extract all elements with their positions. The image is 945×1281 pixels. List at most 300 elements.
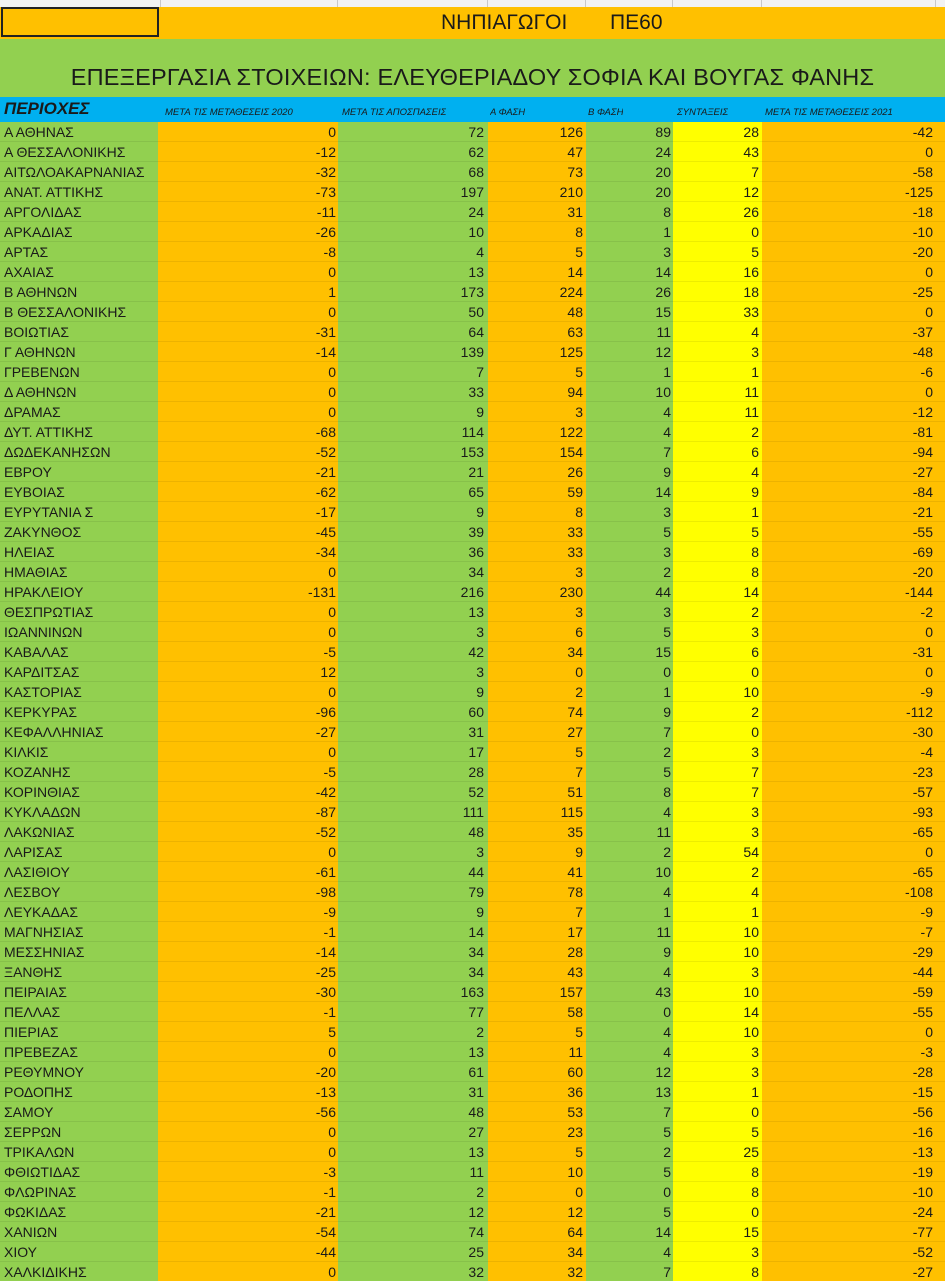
cell-phase-a[interactable]: 26 xyxy=(567,464,583,480)
cell-retirements[interactable]: 0 xyxy=(751,724,759,740)
header-phase-a[interactable]: Α ΦΑΣΗ xyxy=(490,107,526,118)
cell-after-transfers-2020[interactable]: -62 xyxy=(315,484,336,500)
cell-retirements[interactable]: 10 xyxy=(743,984,759,1000)
cell-after-secondments[interactable]: 139 xyxy=(460,344,484,360)
cell-after-transfers-2020[interactable]: -34 xyxy=(315,544,336,560)
cell-retirements[interactable]: 54 xyxy=(743,844,759,860)
cell-retirements[interactable]: 7 xyxy=(751,164,759,180)
cell-after-secondments[interactable]: 153 xyxy=(460,444,484,460)
cell-phase-b[interactable]: 5 xyxy=(663,1204,671,1220)
cell-retirements[interactable]: 6 xyxy=(751,444,759,460)
cell-after-secondments[interactable]: 39 xyxy=(468,524,484,540)
cell-after-secondments[interactable]: 61 xyxy=(468,1064,484,1080)
cell-after-transfers-2021[interactable]: -108 xyxy=(904,884,933,900)
cell-after-transfers-2021[interactable]: -15 xyxy=(912,1084,933,1100)
cell-phase-b[interactable]: 0 xyxy=(663,1004,671,1020)
cell-after-secondments[interactable]: 2 xyxy=(476,1024,484,1040)
cell-after-secondments[interactable]: 9 xyxy=(476,684,484,700)
cell-after-transfers-2021[interactable]: -10 xyxy=(912,224,933,240)
header-after-transfers-2021[interactable]: ΜΕΤΑ ΤΙΣ ΜΕΤΑΘΕΣΕΙΣ 2021 xyxy=(765,107,893,118)
cell-region-name[interactable]: ΦΘΙΩΤΙΔΑΣ xyxy=(4,1164,81,1180)
cell-after-transfers-2021[interactable]: 0 xyxy=(925,144,933,160)
cell-phase-a[interactable]: 73 xyxy=(567,164,583,180)
cell-after-transfers-2021[interactable]: -27 xyxy=(912,1264,933,1280)
cell-after-transfers-2020[interactable]: 5 xyxy=(328,1024,336,1040)
cell-retirements[interactable]: 15 xyxy=(743,1224,759,1240)
cell-region-name[interactable]: ΛΕΣΒΟΥ xyxy=(4,884,61,900)
cell-after-transfers-2021[interactable]: -19 xyxy=(912,1164,933,1180)
cell-phase-a[interactable]: 51 xyxy=(567,784,583,800)
cell-region-name[interactable]: ΔΩΔΕΚΑΝΗΣΩΝ xyxy=(4,444,111,460)
cell-after-transfers-2021[interactable]: -112 xyxy=(906,704,933,720)
cell-phase-b[interactable]: 5 xyxy=(663,1164,671,1180)
cell-after-transfers-2020[interactable]: -52 xyxy=(315,444,336,460)
cell-after-transfers-2020[interactable]: 0 xyxy=(328,1124,336,1140)
cell-after-transfers-2020[interactable]: -56 xyxy=(315,1104,336,1120)
cell-after-secondments[interactable]: 50 xyxy=(468,304,484,320)
cell-after-transfers-2021[interactable]: -29 xyxy=(912,944,933,960)
cell-retirements[interactable]: 7 xyxy=(751,764,759,780)
cell-after-transfers-2021[interactable]: -13 xyxy=(912,1144,933,1160)
cell-retirements[interactable]: 11 xyxy=(744,384,759,400)
cell-phase-b[interactable]: 26 xyxy=(655,284,671,300)
cell-phase-a[interactable]: 10 xyxy=(567,1164,583,1180)
cell-after-secondments[interactable]: 44 xyxy=(468,864,484,880)
cell-region-name[interactable]: ΧΑΝΙΩΝ xyxy=(4,1224,58,1240)
cell-after-transfers-2020[interactable]: -1 xyxy=(323,924,336,940)
cell-after-transfers-2020[interactable]: 0 xyxy=(328,564,336,580)
cell-after-transfers-2021[interactable]: -59 xyxy=(912,984,933,1000)
cell-after-transfers-2020[interactable]: -26 xyxy=(315,224,336,240)
cell-after-secondments[interactable]: 216 xyxy=(460,584,484,600)
cell-region-name[interactable]: ΡΕΘΥΜΝΟΥ xyxy=(4,1064,85,1080)
cell-region-name[interactable]: ΕΥΡΥΤΑΝΙΑ Σ xyxy=(4,504,94,520)
cell-phase-a[interactable]: 224 xyxy=(559,284,583,300)
cell-after-transfers-2021[interactable]: -77 xyxy=(912,1224,933,1240)
cell-phase-b[interactable]: 11 xyxy=(656,824,671,840)
cell-phase-a[interactable]: 12 xyxy=(567,1204,583,1220)
cell-after-transfers-2020[interactable]: -45 xyxy=(315,524,336,540)
cell-after-secondments[interactable]: 13 xyxy=(468,264,484,280)
cell-region-name[interactable]: ΑΙΤΩΛΟΑΚΑΡΝΑΝΙΑΣ xyxy=(4,164,145,180)
cell-after-transfers-2021[interactable]: -3 xyxy=(920,1044,933,1060)
cell-retirements[interactable]: 33 xyxy=(743,304,759,320)
cell-retirements[interactable]: 10 xyxy=(743,1024,759,1040)
cell-after-transfers-2020[interactable]: 0 xyxy=(328,1264,336,1280)
cell-after-transfers-2020[interactable]: -44 xyxy=(315,1244,336,1260)
cell-region-name[interactable]: ΚΥΚΛΑΔΩΝ xyxy=(4,804,81,820)
cell-after-transfers-2021[interactable]: -20 xyxy=(912,244,933,260)
cell-after-transfers-2021[interactable]: 0 xyxy=(925,1024,933,1040)
cell-region-name[interactable]: ΗΛΕΙΑΣ xyxy=(4,544,55,560)
cell-retirements[interactable]: 5 xyxy=(751,524,759,540)
cell-retirements[interactable]: 3 xyxy=(751,824,759,840)
cell-retirements[interactable]: 1 xyxy=(751,1084,759,1100)
cell-after-transfers-2020[interactable]: -20 xyxy=(315,1064,336,1080)
cell-phase-a[interactable]: 5 xyxy=(575,364,583,380)
cell-region-name[interactable]: ΓΡΕΒΕΝΩΝ xyxy=(4,364,80,380)
cell-retirements[interactable]: 43 xyxy=(743,144,759,160)
cell-phase-a[interactable]: 41 xyxy=(567,864,583,880)
cell-after-secondments[interactable]: 111 xyxy=(462,804,484,820)
cell-phase-a[interactable]: 8 xyxy=(575,504,583,520)
cell-phase-a[interactable]: 58 xyxy=(567,1004,583,1020)
cell-phase-b[interactable]: 1 xyxy=(663,224,671,240)
cell-region-name[interactable]: ΠΙΕΡΙΑΣ xyxy=(4,1024,59,1040)
cell-phase-b[interactable]: 1 xyxy=(663,684,671,700)
cell-after-transfers-2021[interactable]: -27 xyxy=(912,464,933,480)
cell-region-name[interactable]: Α ΘΕΣΣΑΛΟΝΙΚΗΣ xyxy=(4,144,126,160)
cell-retirements[interactable]: 5 xyxy=(751,244,759,260)
cell-after-secondments[interactable]: 72 xyxy=(468,124,484,140)
cell-phase-a[interactable]: 28 xyxy=(567,944,583,960)
cell-after-transfers-2020[interactable]: -42 xyxy=(315,784,336,800)
cell-retirements[interactable]: 10 xyxy=(743,684,759,700)
cell-phase-a[interactable]: 35 xyxy=(567,824,583,840)
cell-region-name[interactable]: ΗΜΑΘΙΑΣ xyxy=(4,564,68,580)
cell-after-transfers-2021[interactable]: -37 xyxy=(912,324,933,340)
cell-phase-b[interactable]: 43 xyxy=(655,984,671,1000)
cell-region-name[interactable]: ΑΡΚΑΔΙΑΣ xyxy=(4,224,73,240)
cell-after-secondments[interactable]: 2 xyxy=(476,1184,484,1200)
cell-phase-b[interactable]: 1 xyxy=(663,364,671,380)
cell-after-secondments[interactable]: 60 xyxy=(468,704,484,720)
cell-after-transfers-2020[interactable]: -13 xyxy=(315,1084,336,1100)
cell-retirements[interactable]: 3 xyxy=(751,1244,759,1260)
cell-after-secondments[interactable]: 48 xyxy=(468,824,484,840)
cell-after-secondments[interactable]: 9 xyxy=(476,404,484,420)
cell-after-transfers-2021[interactable]: 0 xyxy=(925,844,933,860)
cell-phase-b[interactable]: 4 xyxy=(663,884,671,900)
cell-retirements[interactable]: 4 xyxy=(751,884,759,900)
cell-retirements[interactable]: 11 xyxy=(744,404,759,420)
cell-retirements[interactable]: 14 xyxy=(743,1004,759,1020)
cell-after-transfers-2021[interactable]: -52 xyxy=(912,1244,933,1260)
cell-after-secondments[interactable]: 34 xyxy=(468,944,484,960)
cell-phase-a[interactable]: 5 xyxy=(575,244,583,260)
cell-retirements[interactable]: 2 xyxy=(751,424,759,440)
cell-region-name[interactable]: ΚΑΒΑΛΑΣ xyxy=(4,644,69,660)
cell-region-name[interactable]: ΣΕΡΡΩΝ xyxy=(4,1124,62,1140)
cell-after-transfers-2020[interactable]: -21 xyxy=(315,464,336,480)
cell-after-transfers-2020[interactable]: -25 xyxy=(315,964,336,980)
cell-after-transfers-2021[interactable]: -144 xyxy=(904,584,933,600)
cell-region-name[interactable]: ΜΕΣΣΗΝΙΑΣ xyxy=(4,944,85,960)
cell-phase-b[interactable]: 12 xyxy=(655,1064,671,1080)
cell-phase-b[interactable]: 4 xyxy=(663,964,671,980)
cell-after-secondments[interactable]: 173 xyxy=(460,284,484,300)
cell-after-transfers-2020[interactable]: -1 xyxy=(323,1004,336,1020)
cell-after-transfers-2021[interactable]: -10 xyxy=(912,1184,933,1200)
cell-phase-a[interactable]: 0 xyxy=(575,1184,583,1200)
cell-region-name[interactable]: ΑΡΓΟΛΙΔΑΣ xyxy=(4,204,82,220)
cell-after-transfers-2021[interactable]: -65 xyxy=(912,864,933,880)
cell-retirements[interactable]: 9 xyxy=(751,484,759,500)
cell-phase-a[interactable]: 32 xyxy=(567,1264,583,1280)
cell-after-transfers-2021[interactable]: -57 xyxy=(912,784,933,800)
cell-region-name[interactable]: ΛΑΚΩΝΙΑΣ xyxy=(4,824,75,840)
cell-phase-b[interactable]: 11 xyxy=(656,924,671,940)
cell-phase-a[interactable]: 64 xyxy=(567,1224,583,1240)
cell-phase-b[interactable]: 14 xyxy=(655,264,671,280)
cell-retirements[interactable]: 2 xyxy=(751,864,759,880)
cell-after-secondments[interactable]: 3 xyxy=(476,664,484,680)
header-after-secondments[interactable]: ΜΕΤΑ ΤΙΣ ΑΠΟΣΠΑΣΕΙΣ xyxy=(342,107,447,118)
cell-phase-b[interactable]: 2 xyxy=(663,564,671,580)
cell-after-transfers-2021[interactable]: 0 xyxy=(925,384,933,400)
cell-phase-b[interactable]: 0 xyxy=(663,1184,671,1200)
cell-region-name[interactable]: ΚΙΛΚΙΣ xyxy=(4,744,49,760)
cell-phase-a[interactable]: 59 xyxy=(567,484,583,500)
cell-phase-a[interactable]: 17 xyxy=(567,924,583,940)
cell-after-transfers-2020[interactable]: -14 xyxy=(315,344,336,360)
cell-after-transfers-2021[interactable]: -55 xyxy=(912,1004,933,1020)
cell-after-transfers-2020[interactable]: -17 xyxy=(315,504,336,520)
cell-after-transfers-2021[interactable]: -7 xyxy=(920,924,933,940)
cell-after-transfers-2021[interactable]: -56 xyxy=(912,1104,933,1120)
cell-retirements[interactable]: 1 xyxy=(751,904,759,920)
cell-phase-a[interactable]: 7 xyxy=(575,904,583,920)
cell-retirements[interactable]: 8 xyxy=(751,564,759,580)
cell-phase-b[interactable]: 12 xyxy=(655,344,671,360)
cell-after-secondments[interactable]: 7 xyxy=(476,364,484,380)
cell-phase-b[interactable]: 4 xyxy=(663,1024,671,1040)
cell-after-secondments[interactable]: 28 xyxy=(468,764,484,780)
cell-retirements[interactable]: 6 xyxy=(751,644,759,660)
cell-retirements[interactable]: 25 xyxy=(743,1144,759,1160)
cell-retirements[interactable]: 3 xyxy=(751,964,759,980)
cell-after-secondments[interactable]: 31 xyxy=(468,1084,484,1100)
cell-phase-b[interactable]: 7 xyxy=(663,444,671,460)
cell-retirements[interactable]: 3 xyxy=(751,1064,759,1080)
cell-phase-a[interactable]: 34 xyxy=(567,644,583,660)
cell-after-secondments[interactable]: 25 xyxy=(468,1244,484,1260)
cell-phase-a[interactable]: 7 xyxy=(575,764,583,780)
cell-after-transfers-2020[interactable]: 0 xyxy=(328,404,336,420)
cell-retirements[interactable]: 14 xyxy=(743,584,759,600)
cell-region-name[interactable]: ΔΡΑΜΑΣ xyxy=(4,404,61,420)
cell-after-transfers-2021[interactable]: -44 xyxy=(912,964,933,980)
cell-region-name[interactable]: ΦΛΩΡΙΝΑΣ xyxy=(4,1184,77,1200)
cell-phase-b[interactable]: 9 xyxy=(663,944,671,960)
cell-phase-b[interactable]: 44 xyxy=(655,584,671,600)
cell-after-transfers-2021[interactable]: -94 xyxy=(912,444,933,460)
cell-phase-b[interactable]: 1 xyxy=(663,904,671,920)
cell-after-transfers-2021[interactable]: -65 xyxy=(912,824,933,840)
cell-phase-b[interactable]: 14 xyxy=(655,484,671,500)
cell-after-secondments[interactable]: 77 xyxy=(468,1004,484,1020)
cell-after-transfers-2020[interactable]: 0 xyxy=(328,364,336,380)
cell-retirements[interactable]: 4 xyxy=(751,464,759,480)
cell-after-transfers-2020[interactable]: -96 xyxy=(315,704,336,720)
cell-retirements[interactable]: 3 xyxy=(751,344,759,360)
cell-after-secondments[interactable]: 52 xyxy=(468,784,484,800)
cell-after-transfers-2020[interactable]: 0 xyxy=(328,744,336,760)
cell-after-transfers-2020[interactable]: -98 xyxy=(315,884,336,900)
cell-phase-a[interactable]: 157 xyxy=(559,984,583,1000)
cell-region-name[interactable]: ΔΥΤ. ΑΤΤΙΚΗΣ xyxy=(4,424,94,440)
header-retirements[interactable]: ΣΥΝΤΑΞΕΙΣ xyxy=(677,107,729,118)
cell-region-name[interactable]: ΧΙΟΥ xyxy=(4,1244,38,1260)
cell-phase-a[interactable]: 63 xyxy=(567,324,583,340)
cell-after-transfers-2020[interactable]: 0 xyxy=(328,304,336,320)
cell-after-transfers-2021[interactable]: -42 xyxy=(912,124,933,140)
cell-after-transfers-2020[interactable]: -87 xyxy=(315,804,336,820)
cell-region-name[interactable]: Β ΘΕΣΣΑΛΟΝΙΚΗΣ xyxy=(4,304,127,320)
cell-region-name[interactable]: ΛΑΡΙΣΑΣ xyxy=(4,844,63,860)
cell-after-transfers-2020[interactable]: -9 xyxy=(323,904,336,920)
cell-region-name[interactable]: ΑΝΑΤ. ΑΤΤΙΚΗΣ xyxy=(4,184,104,200)
cell-phase-a[interactable]: 8 xyxy=(575,224,583,240)
cell-phase-a[interactable]: 6 xyxy=(575,624,583,640)
cell-after-transfers-2021[interactable]: -93 xyxy=(912,804,933,820)
cell-region-name[interactable]: ΧΑΛΚΙΔΙΚΗΣ xyxy=(4,1264,87,1280)
cell-region-name[interactable]: ΠΕΙΡΑΙΑΣ xyxy=(4,984,67,1000)
cell-after-secondments[interactable]: 3 xyxy=(476,624,484,640)
cell-after-transfers-2021[interactable]: -6 xyxy=(920,364,933,380)
cell-after-transfers-2021[interactable]: -18 xyxy=(912,204,933,220)
cell-after-secondments[interactable]: 13 xyxy=(468,604,484,620)
cell-after-transfers-2021[interactable]: 0 xyxy=(925,304,933,320)
cell-region-name[interactable]: ΦΩΚΙΔΑΣ xyxy=(4,1204,67,1220)
cell-after-secondments[interactable]: 14 xyxy=(468,924,484,940)
cell-phase-a[interactable]: 14 xyxy=(567,264,583,280)
cell-retirements[interactable]: 2 xyxy=(751,604,759,620)
cell-region-name[interactable]: ΚΕΦΑΛΛΗΝΙΑΣ xyxy=(4,724,104,740)
cell-retirements[interactable]: 3 xyxy=(751,1044,759,1060)
cell-retirements[interactable]: 16 xyxy=(743,264,759,280)
cell-phase-b[interactable]: 9 xyxy=(663,464,671,480)
cell-after-transfers-2021[interactable]: -9 xyxy=(920,904,933,920)
cell-phase-a[interactable]: 94 xyxy=(567,384,583,400)
cell-after-transfers-2020[interactable]: 0 xyxy=(328,124,336,140)
cell-phase-b[interactable]: 8 xyxy=(663,204,671,220)
cell-after-transfers-2020[interactable]: -52 xyxy=(315,824,336,840)
cell-after-transfers-2020[interactable]: -12 xyxy=(315,144,336,160)
cell-phase-a[interactable]: 122 xyxy=(559,424,583,440)
cell-after-transfers-2021[interactable]: -21 xyxy=(912,504,933,520)
cell-after-secondments[interactable]: 3 xyxy=(476,844,484,860)
cell-phase-b[interactable]: 14 xyxy=(655,1224,671,1240)
cell-after-transfers-2021[interactable]: -48 xyxy=(912,344,933,360)
cell-after-transfers-2020[interactable]: -8 xyxy=(323,244,336,260)
cell-region-name[interactable]: ΠΡΕΒΕΖΑΣ xyxy=(4,1044,79,1060)
cell-region-name[interactable]: ΕΒΡΟΥ xyxy=(4,464,52,480)
cell-retirements[interactable]: 5 xyxy=(751,1124,759,1140)
cell-after-secondments[interactable]: 9 xyxy=(476,904,484,920)
cell-region-name[interactable]: ΛΕΥΚΑΔΑΣ xyxy=(4,904,79,920)
cell-after-transfers-2020[interactable]: 0 xyxy=(328,624,336,640)
cell-after-transfers-2021[interactable]: 0 xyxy=(925,624,933,640)
cell-phase-b[interactable]: 4 xyxy=(663,1244,671,1260)
cell-phase-b[interactable]: 4 xyxy=(663,404,671,420)
cell-region-name[interactable]: ΚΕΡΚΥΡΑΣ xyxy=(4,704,77,720)
cell-region-name[interactable]: ΣΑΜΟΥ xyxy=(4,1104,54,1120)
cell-region-name[interactable]: Δ ΑΘΗΝΩΝ xyxy=(4,384,77,400)
cell-after-transfers-2020[interactable]: 1 xyxy=(328,284,336,300)
cell-region-name[interactable]: ΗΡΑΚΛΕΙΟΥ xyxy=(4,584,84,600)
cell-after-secondments[interactable]: 11 xyxy=(469,1164,484,1180)
cell-after-secondments[interactable]: 27 xyxy=(468,1124,484,1140)
cell-phase-a[interactable]: 36 xyxy=(567,1084,583,1100)
cell-after-transfers-2021[interactable]: -31 xyxy=(912,644,933,660)
cell-phase-b[interactable]: 2 xyxy=(663,844,671,860)
cell-retirements[interactable]: 3 xyxy=(751,624,759,640)
cell-after-transfers-2021[interactable]: -81 xyxy=(912,424,933,440)
cell-phase-a[interactable]: 47 xyxy=(567,144,583,160)
cell-phase-a[interactable]: 3 xyxy=(575,604,583,620)
cell-retirements[interactable]: 7 xyxy=(751,784,759,800)
cell-after-secondments[interactable]: 36 xyxy=(468,544,484,560)
cell-after-transfers-2021[interactable]: -12 xyxy=(912,404,933,420)
cell-phase-b[interactable]: 5 xyxy=(663,1124,671,1140)
cell-region-name[interactable]: Β ΑΘΗΝΩΝ xyxy=(4,284,78,300)
cell-retirements[interactable]: 28 xyxy=(743,124,759,140)
cell-phase-a[interactable]: 3 xyxy=(575,564,583,580)
cell-phase-b[interactable]: 8 xyxy=(663,784,671,800)
cell-after-transfers-2021[interactable]: -69 xyxy=(912,544,933,560)
cell-retirements[interactable]: 26 xyxy=(743,204,759,220)
cell-after-secondments[interactable]: 13 xyxy=(468,1044,484,1060)
cell-phase-b[interactable]: 3 xyxy=(663,244,671,260)
cell-retirements[interactable]: 8 xyxy=(751,1264,759,1280)
cell-after-secondments[interactable]: 21 xyxy=(468,464,484,480)
cell-retirements[interactable]: 3 xyxy=(751,804,759,820)
cell-after-transfers-2020[interactable]: -11 xyxy=(316,204,336,220)
cell-phase-a[interactable]: 154 xyxy=(559,444,583,460)
cell-after-transfers-2021[interactable]: -24 xyxy=(912,1204,933,1220)
cell-after-transfers-2020[interactable]: 0 xyxy=(328,844,336,860)
cell-phase-b[interactable]: 3 xyxy=(663,544,671,560)
cell-after-transfers-2020[interactable]: 0 xyxy=(328,604,336,620)
cell-after-transfers-2021[interactable]: -16 xyxy=(912,1124,933,1140)
cell-phase-a[interactable]: 23 xyxy=(567,1124,583,1140)
cell-phase-b[interactable]: 15 xyxy=(655,304,671,320)
cell-after-secondments[interactable]: 62 xyxy=(468,144,484,160)
cell-retirements[interactable]: 18 xyxy=(743,284,759,300)
cell-region-name[interactable]: ΒΟΙΩΤΙΑΣ xyxy=(4,324,70,340)
cell-after-transfers-2020[interactable]: -1 xyxy=(323,1184,336,1200)
cell-phase-a[interactable]: 5 xyxy=(575,744,583,760)
cell-after-transfers-2021[interactable]: -125 xyxy=(904,184,933,200)
cell-phase-a[interactable]: 33 xyxy=(567,524,583,540)
header-regions[interactable]: ΠΕΡΙΟΧΕΣ xyxy=(4,99,90,118)
cell-phase-a[interactable]: 48 xyxy=(567,304,583,320)
cell-region-name[interactable]: ΚΟΖΑΝΗΣ xyxy=(4,764,71,780)
cell-after-transfers-2021[interactable]: -28 xyxy=(912,1064,933,1080)
cell-region-name[interactable]: Γ ΑΘΗΝΩΝ xyxy=(4,344,76,360)
cell-after-secondments[interactable]: 42 xyxy=(468,644,484,660)
cell-after-transfers-2021[interactable]: -58 xyxy=(912,164,933,180)
cell-phase-b[interactable]: 9 xyxy=(663,704,671,720)
cell-retirements[interactable]: 0 xyxy=(751,1204,759,1220)
cell-after-secondments[interactable]: 24 xyxy=(468,204,484,220)
cell-after-transfers-2020[interactable]: 0 xyxy=(328,1044,336,1060)
cell-retirements[interactable]: 2 xyxy=(751,704,759,720)
cell-phase-a[interactable]: 60 xyxy=(567,1064,583,1080)
cell-region-name[interactable]: ΚΑΡΔΙΤΣΑΣ xyxy=(4,664,80,680)
cell-region-name[interactable]: ΙΩΑΝΝΙΝΩΝ xyxy=(4,624,83,640)
cell-region-name[interactable]: ΜΑΓΝΗΣΙΑΣ xyxy=(4,924,84,940)
cell-phase-a[interactable]: 11 xyxy=(568,1044,583,1060)
cell-phase-a[interactable]: 2 xyxy=(575,684,583,700)
cell-after-secondments[interactable]: 197 xyxy=(460,184,484,200)
cell-after-transfers-2020[interactable]: -131 xyxy=(307,584,336,600)
cell-phase-a[interactable]: 9 xyxy=(575,844,583,860)
cell-phase-a[interactable]: 78 xyxy=(567,884,583,900)
cell-phase-a[interactable]: 5 xyxy=(575,1024,583,1040)
cell-phase-a[interactable]: 230 xyxy=(559,584,583,600)
